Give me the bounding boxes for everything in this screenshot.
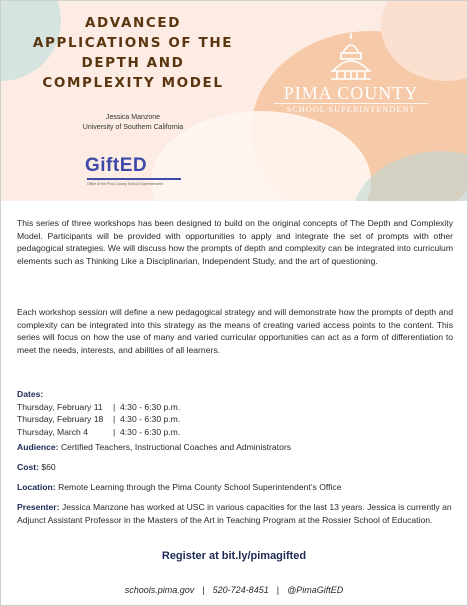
dates-section <box>17 388 457 438</box>
footer-separator: | <box>276 585 280 595</box>
dates-label: Dates: <box>17 389 44 399</box>
location-line <box>17 481 457 494</box>
flyer-body <box>1 201 467 605</box>
footer-separator: | <box>202 585 205 595</box>
cost-label: Cost: <box>17 462 39 472</box>
date-time: 4:30 - 6:30 p.m. <box>120 401 181 412</box>
audience-label: Audience: <box>17 442 59 452</box>
presenter-affiliation: University of Southern California <box>82 124 184 131</box>
audience-value: Certified Teachers, Instructional Coaches and Administrators <box>60 442 292 452</box>
register-link[interactable]: Register at bit.ly/pimagifted <box>161 550 307 562</box>
pima-county-logo <box>266 31 436 121</box>
gifted-logo-tagline: Office of the Pima County School Superintendent <box>87 182 164 186</box>
gifted-logo-rule <box>87 178 181 180</box>
title-line: ADVANCED <box>84 15 182 31</box>
cost-value: $60 <box>41 462 56 472</box>
website-link[interactable]: schools.pima.gov <box>124 585 195 595</box>
presenter-value: Jessica Manzone has worked at USC in various capacities for the last 13 years. Jessica is currently an Adjunct Assistant Professor in the Masters of the Art in Teaching Program at the Rossier School of Education. <box>17 502 452 525</box>
title-line: DEPTH AND <box>81 55 185 71</box>
date-time: 4:30 - 6:30 p.m. <box>120 426 181 437</box>
workshop-title <box>19 13 247 93</box>
presenter-name: Jessica Manzone <box>105 114 161 121</box>
pima-logo-subtitle: SCHOOL SUPERINTENDENT <box>286 105 416 114</box>
gifted-logo-ed: ED <box>119 155 148 176</box>
capitol-dome-icon <box>327 31 375 81</box>
date-day: Thursday, February 11 <box>17 401 103 412</box>
pima-logo-rule <box>274 103 428 104</box>
date-row: Thursday, February 11 | 4:30 - 6:30 p.m. <box>17 401 181 412</box>
description-paragraph: This series of three workshops has been designed to build on the original concepts of The Depth and Complexity Model. Participants will be provided with opportunities to apply and integrate the set of prompts with other pedagogical strategies. We will discuss how the prompts of depth and complexity can be integrated into curriculum elements such as Thinking Like a Disciplinarian, Independent Study, and the art of questioning. <box>17 218 453 266</box>
location-value: Remote Learning through the Pima County School Superintendent’s Office <box>58 482 342 492</box>
contact-footer <box>1 585 467 595</box>
presenter-bio <box>17 501 457 526</box>
cost-line <box>17 461 457 474</box>
date-row: Thursday, February 18 | 4:30 - 6:30 p.m. <box>17 414 181 424</box>
title-line: COMPLEXITY MODEL <box>42 75 224 91</box>
flyer-header <box>1 1 467 201</box>
social-handle[interactable]: @PimaGiftED <box>287 585 344 595</box>
description-paragraph: Each workshop session will define a new pedagogical strategy and will demonstrate how the prompts of depth and complexity can be integrated into this strategy as the means of creating varied access points to the content. This series will focus on how the use of many and varied curricular opportunities can act as a form of differentiation to meet the needs, interests, and abilities of all learners. <box>17 307 453 355</box>
date-row: Thursday, March 4 | 4:30 - 6:30 p.m. <box>17 426 181 437</box>
gifted-logo-text: Gift <box>85 155 120 176</box>
location-label: Location: <box>17 482 56 492</box>
gifted-logo <box>79 151 189 191</box>
audience-line <box>17 441 457 454</box>
date-day: Thursday, February 18 <box>17 414 104 424</box>
phone-number: 520-724-8451 <box>212 585 269 595</box>
date-day: Thursday, March 4 <box>17 426 89 437</box>
presenter-label: Presenter: <box>17 502 60 512</box>
date-time: 4:30 - 6:30 p.m. <box>120 414 181 424</box>
title-line: APPLICATIONS OF THE <box>32 35 234 51</box>
pima-logo-name: PIMA COUNTY <box>283 83 419 103</box>
